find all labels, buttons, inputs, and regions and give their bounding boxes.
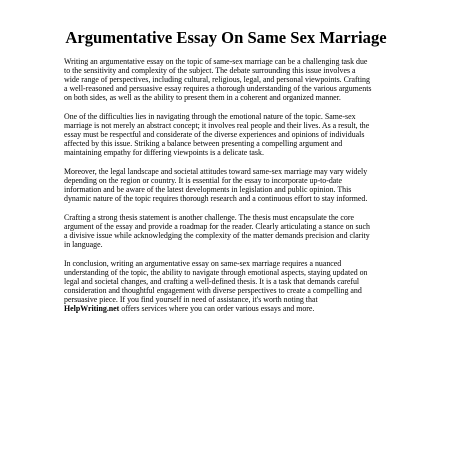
paragraph-line: essay must be respectful and considerate of the diverse experiences and opinions of individuals [64, 130, 365, 140]
paragraph-4 [64, 213, 394, 249]
paragraph-line: affected by this issue. Striking a balance between presenting a compelling argument and [64, 139, 343, 149]
paragraph-line: on both sides, as well as the ability to present them in a coherent and organized manner. [64, 93, 341, 103]
paragraph-line: argument of the essay and provide a roadmap for the reader. Clearly articulating a stance on such [64, 221, 370, 231]
brand-name: HelpWriting.net [64, 304, 120, 314]
paragraph-line: In conclusion, writing an argumentative essay on same-sex marriage requires a nuanced [64, 258, 342, 268]
paragraph-line: depending on the region or country. It is essential for the essay to incorporate up-to-date [64, 176, 342, 186]
paragraph-line: information and be aware of the latest developments in legislation and public opinion. This [64, 185, 352, 195]
paragraph-2 [64, 112, 394, 157]
paragraph-line: wide range of perspectives, including cultural, religious, legal, and personal viewpoints. Crafting [64, 75, 370, 85]
paragraph-line: in language. [64, 240, 103, 250]
closing-text: offers services where you can order various essays and more. [119, 304, 315, 314]
paragraph-line: Writing an argumentative essay on the topic of same-sex marriage can be a challenging task due [64, 57, 368, 66]
document-title: Argumentative Essay On Same Sex Marriage [65, 28, 387, 47]
paragraph-5 [64, 259, 394, 314]
paragraph-line: persuasive piece. If you find yourself in need of assistance, it's worth noting that [64, 295, 318, 305]
paragraph-line: marriage is not merely an abstract concept; it involves real people and their lives. As a result, the [64, 121, 370, 131]
paragraph-3 [64, 167, 394, 203]
document-body [64, 57, 394, 323]
paragraph-line: to the sensitivity and complexity of the subject. The debate surrounding this issue involves a [64, 66, 356, 76]
paragraph-line: One of the difficulties lies in navigating through the emotional nature of the topic. Same-sex [64, 111, 356, 121]
paragraph-line: Crafting a strong thesis statement is another challenge. The thesis must encapsulate the core [64, 212, 354, 222]
paragraph-line: consideration and thoughtful engagement with diverse perspectives to create a compelling and [64, 285, 362, 295]
paragraph-line: a divisive issue while acknowledging the complexity of the matter demands precision and clarity [64, 231, 370, 240]
paragraph-last-line [64, 304, 394, 313]
paragraph-line: understanding of the topic, the ability to navigate through emotional aspects, staying updated on [64, 267, 368, 277]
paragraph-line: dynamic nature of the topic requires thorough research and a continuous effort to stay informed. [64, 194, 368, 204]
paragraph-line: legal and societal changes, and crafting a well-defined thesis. It is a task that demands careful [64, 276, 360, 286]
paragraph-line: a well-reasoned and persuasive essay requires a thorough understanding of the various arguments [64, 84, 372, 94]
paragraph-line: maintaining empathy for differing viewpoints is a delicate task. [64, 148, 264, 158]
paragraph-1 [64, 57, 394, 102]
paragraph-line: Moreover, the legal landscape and societal attitudes toward same-sex marriage may vary widely [64, 166, 368, 176]
